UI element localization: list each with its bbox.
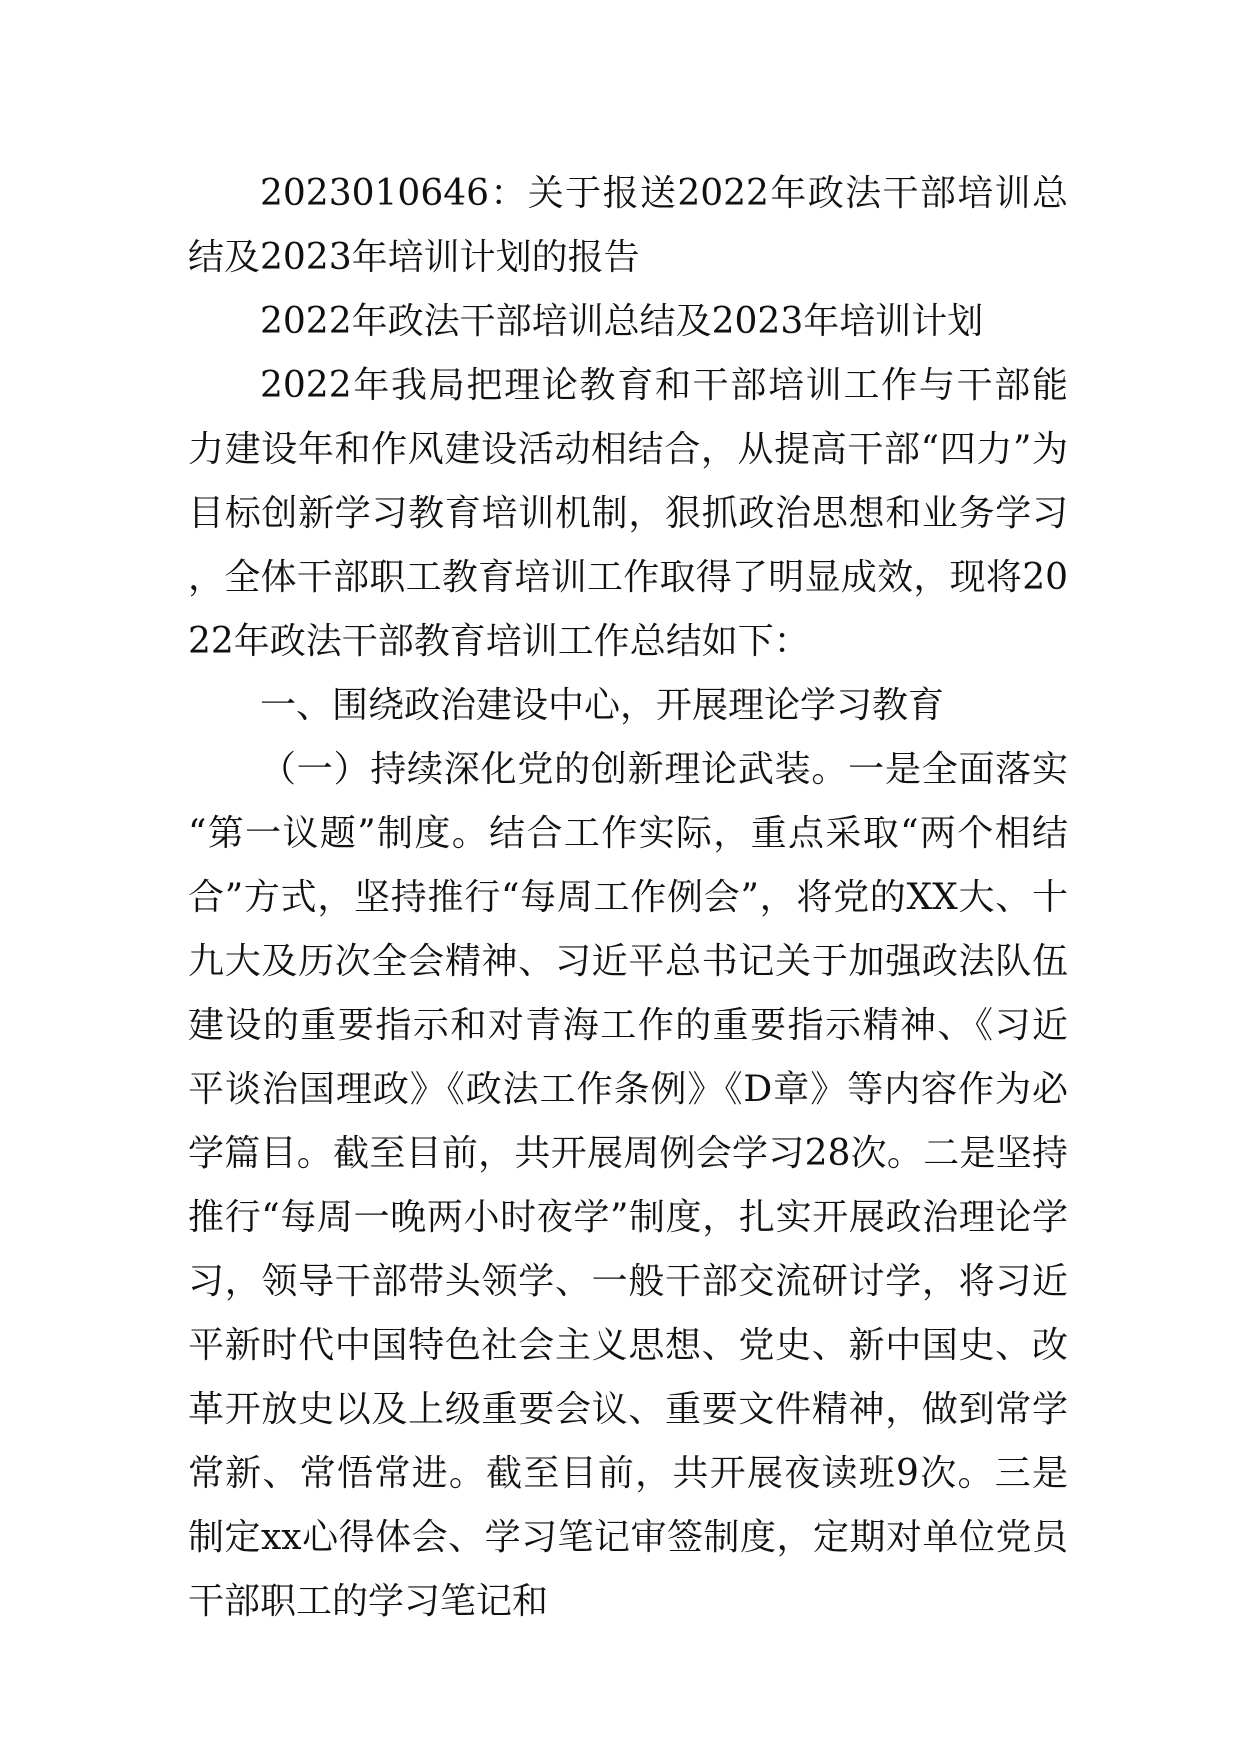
section-paragraph-1: （一）持续深化党的创新理论武装。一是全面落实“第一议题”制度。结合工作实际，重点采取“两个相结合”方式，坚持推行“每周工作例会”，将党的XX大、十九大及历次全会精神、习近平总书记关于加强政法队伍建设的重要指示和对青海工作的重要指示精神、《习近平谈治国理政》《政法工作条例》《D章》等内容作为必学篇目。截至目前，共开展周例会学习28次。二是坚持推行“每周一晚两小时夜学”制度，扎实开展政治理论学习，领导干部带头领学、一般干部交流研讨学，将习近平新时代中国特色社会主义思想、党史、新中国史、改革开放史以及上级重要会议、重要文件精神，做到常学常新、常悟常进。截至目前，共开展夜读班9次。三是制定xx心得体会、学习笔记审签制度，定期对单位党员干部职工的学习笔记和: [188, 749, 1068, 1622]
report-title: 2023010646：关于报送2022年政法干部培训总结及2023年培训计划的报告: [188, 173, 1068, 278]
document-body: [188, 162, 1068, 1634]
intro-paragraph: 2022年我局把理论教育和干部培训工作与干部能力建设年和作风建设活动相结合，从提高干部“四力”为目标创新学习教育培训机制，狠抓政治思想和业务学习，全体干部职工教育培训工作取得了明显成效，现将2022年政法干部教育培训工作总结如下：: [188, 365, 1068, 662]
section-heading-1: 一、围绕政治建设中心，开展理论学习教育: [260, 685, 945, 726]
report-subtitle: 2022年政法干部培训总结及2023年培训计划: [260, 301, 984, 342]
